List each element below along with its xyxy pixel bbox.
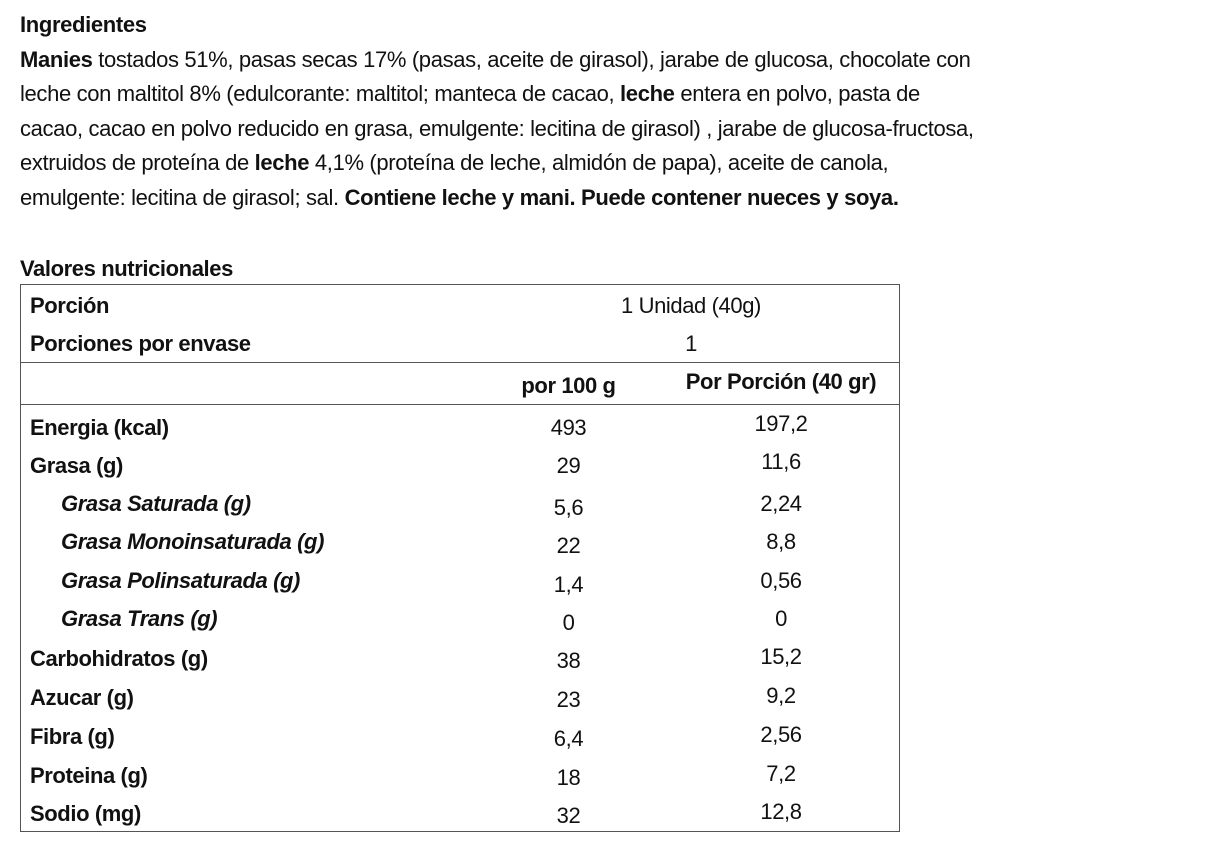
serving-value: 1 Unidad (40g) [621,293,761,318]
servings-per-pack-label: Porciones por envase [30,331,251,356]
nutrient-row [21,640,899,678]
nutrient-label: Grasa Polinsaturada (g) [61,568,300,593]
bold-text: leche [620,81,675,106]
ingredients-line [20,146,1200,181]
nutrient-row [21,523,899,561]
value-per-serving: 9,2 [766,683,796,708]
nutrient-row [21,795,899,833]
column-header-row [21,367,899,405]
value-per100: 29 [556,453,581,478]
nutrient-label: Grasa Saturada (g) [61,491,251,516]
value-per-serving: 2,24 [760,491,802,516]
nutrient-label: Proteina (g) [30,763,148,788]
value-per100: 32 [556,803,581,828]
nutrient-row [21,409,899,447]
serving-label: Porción [30,293,110,318]
text: cacao, cacao en polvo reducido en grasa, emulgente: lecitina de girasol) , jarabe de glucosa-fructosa, [20,115,974,141]
text: entera en polvo, pasta de [674,81,920,106]
value-per100: 5,6 [553,495,584,520]
column-header-per100: por 100 g [521,373,616,398]
nutrient-label: Fibra (g) [30,724,115,749]
nutrient-row [21,562,899,600]
nutrient-label: Grasa Monoinsaturada (g) [61,529,324,554]
value-per100: 23 [556,687,581,712]
bold-text: leche [254,150,310,175]
ingredients-line [20,43,1200,78]
ingredients-title: Ingredientes [20,12,147,37]
ingredients-line [20,181,1200,216]
value-per-serving: 2,56 [760,722,802,747]
nutrient-label: Carbohidratos (g) [30,646,208,671]
nutrient-row [21,485,899,523]
ingredients-section [20,8,1200,215]
text: emulgente: lecitina de girasol; sal. [20,184,345,210]
value-per-serving: 0,56 [760,568,802,593]
nutrient-label: Grasa (g) [30,453,123,478]
nutrient-row [21,600,899,638]
ingredients-line [20,77,1200,112]
value-per100: 22 [556,533,581,558]
nutrient-label: Energia (kcal) [30,415,169,440]
value-per-serving: 15,2 [760,644,802,669]
nutrient-row [21,757,899,795]
allergen-warning: Contiene leche y mani. Puede contener nueces y soya. [344,184,899,210]
nutrition-title: Valores nutricionales [20,256,233,281]
text: 4,1% (proteína de leche, almidón de papa), aceite de canola, [309,150,889,175]
nutrition-table [20,284,900,832]
text: leche con maltitol 8% (edulcorante: maltitol; manteca de cacao, [20,81,621,106]
value-per100: 0 [562,610,575,635]
value-per100: 38 [556,648,581,673]
value-per-serving: 12,8 [760,799,802,824]
value-per-serving: 7,2 [766,761,796,786]
nutrient-label: Sodio (mg) [30,801,141,826]
value-per-serving: 8,8 [766,529,796,554]
value-per100: 1,4 [553,572,584,597]
nutrient-label: Grasa Trans (g) [61,606,218,631]
nutrient-row [21,447,899,485]
value-per100: 6,4 [553,726,584,751]
servings-per-pack-row [21,325,899,363]
value-per-serving: 0 [775,606,787,631]
value-per-serving: 11,6 [761,449,801,474]
text: tostados 51%, pasas secas 17% (pasas, aceite de girasol), jarabe de glucosa, chocolate con [92,46,971,72]
bold-text: Manies [20,46,93,72]
value-per-serving: 197,2 [754,411,808,436]
nutrient-row [21,718,899,756]
serving-row [21,287,899,325]
value-per100: 18 [556,765,581,790]
ingredients-line [20,112,1200,147]
nutrient-label: Azucar (g) [30,685,134,710]
servings-per-pack-value: 1 [685,331,697,356]
value-per100: 493 [550,415,587,440]
text: extruidos de proteína de [20,150,255,175]
nutrient-row [21,679,899,717]
column-header-per-serving: Por Porción (40 gr) [685,369,877,394]
